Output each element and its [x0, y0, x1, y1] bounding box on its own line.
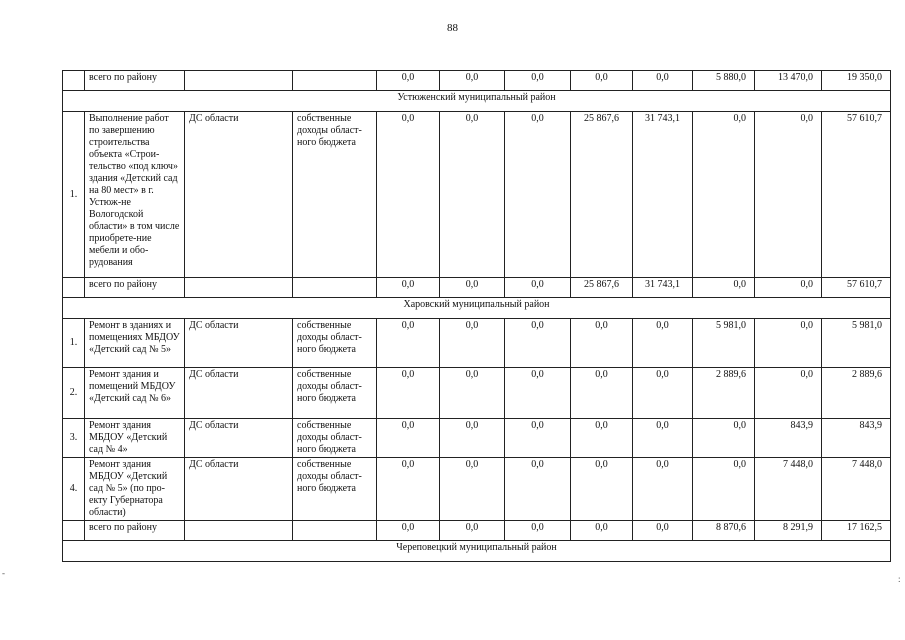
row-number — [63, 278, 85, 298]
value-cell: 0,0 — [633, 458, 693, 521]
budget-table — [62, 70, 891, 562]
value-cell: 19 350,0 — [822, 71, 891, 91]
table-row — [63, 419, 891, 458]
funding-source-cell — [293, 521, 377, 541]
value-cell: 0,0 — [440, 319, 505, 368]
total-label: всего по району — [85, 278, 185, 298]
value-cell: 0,0 — [693, 458, 755, 521]
value-cell: 0,0 — [440, 458, 505, 521]
value-cell: 0,0 — [571, 458, 633, 521]
section-row — [63, 91, 891, 112]
total-label: всего по району — [85, 71, 185, 91]
executor-cell — [185, 71, 293, 91]
row-number: 2. — [63, 368, 85, 419]
value-cell: 7 448,0 — [755, 458, 822, 521]
value-cell: 0,0 — [440, 278, 505, 298]
scan-mark-right: : — [898, 574, 901, 584]
page-number: 88 — [447, 22, 458, 34]
table-row — [63, 319, 891, 368]
value-cell: 0,0 — [440, 368, 505, 419]
section-title: Череповецкий муниципальный район — [63, 541, 891, 562]
executor-cell — [185, 521, 293, 541]
row-number — [63, 71, 85, 91]
total-label: всего по району — [85, 521, 185, 541]
value-cell: 0,0 — [377, 319, 440, 368]
value-cell: 0,0 — [755, 278, 822, 298]
value-cell: 31 743,1 — [633, 278, 693, 298]
event-name: Выполнение работ по завершению строительства объекта «Строи-тельство «под ключ» здания «Детский сад на 80 мест» в г. Устюж-не Вологодской области» в том числе приобрете-ние мебели и обо-рудования — [85, 112, 185, 278]
executor-cell — [185, 278, 293, 298]
total-row — [63, 278, 891, 298]
value-cell: 13 470,0 — [755, 71, 822, 91]
row-number: 3. — [63, 419, 85, 458]
executor-cell: ДС области — [185, 368, 293, 419]
value-cell: 843,9 — [755, 419, 822, 458]
value-cell: 17 162,5 — [822, 521, 891, 541]
total-row — [63, 71, 891, 91]
event-name: Ремонт здания и помещений МБДОУ «Детский сад № 6» — [85, 368, 185, 419]
value-cell: 8 291,9 — [755, 521, 822, 541]
value-cell: 0,0 — [505, 319, 571, 368]
value-cell: 5 880,0 — [693, 71, 755, 91]
total-row — [63, 521, 891, 541]
value-cell: 0,0 — [377, 368, 440, 419]
section-row — [63, 541, 891, 562]
row-number: 4. — [63, 458, 85, 521]
value-cell: 0,0 — [377, 112, 440, 278]
value-cell: 0,0 — [633, 368, 693, 419]
value-cell: 2 889,6 — [822, 368, 891, 419]
value-cell: 7 448,0 — [822, 458, 891, 521]
executor-cell: ДС области — [185, 319, 293, 368]
funding-source-cell: собственные доходы област-ного бюджета — [293, 419, 377, 458]
table-row — [63, 368, 891, 419]
value-cell: 0,0 — [505, 71, 571, 91]
event-name: Ремонт здания МБДОУ «Детский сад № 4» — [85, 419, 185, 458]
value-cell: 25 867,6 — [571, 278, 633, 298]
value-cell: 25 867,6 — [571, 112, 633, 278]
section-title: Харовский муниципальный район — [63, 298, 891, 319]
value-cell: 0,0 — [377, 521, 440, 541]
value-cell: 0,0 — [571, 319, 633, 368]
row-number — [63, 521, 85, 541]
value-cell: 0,0 — [571, 521, 633, 541]
value-cell: 8 870,6 — [693, 521, 755, 541]
value-cell: 5 981,0 — [822, 319, 891, 368]
value-cell: 0,0 — [505, 458, 571, 521]
value-cell: 0,0 — [633, 521, 693, 541]
executor-cell: ДС области — [185, 458, 293, 521]
scan-mark-left: - — [2, 568, 5, 578]
value-cell: 57 610,7 — [822, 112, 891, 278]
value-cell: 0,0 — [505, 368, 571, 419]
value-cell: 0,0 — [440, 521, 505, 541]
value-cell: 0,0 — [571, 71, 633, 91]
funding-source-cell — [293, 278, 377, 298]
funding-source-cell: собственные доходы област-ного бюджета — [293, 368, 377, 419]
funding-source-cell — [293, 71, 377, 91]
funding-source-cell: собственные доходы област-ного бюджета — [293, 458, 377, 521]
value-cell: 0,0 — [755, 368, 822, 419]
value-cell: 0,0 — [377, 458, 440, 521]
value-cell: 0,0 — [633, 71, 693, 91]
value-cell: 5 981,0 — [693, 319, 755, 368]
value-cell: 0,0 — [633, 419, 693, 458]
value-cell: 0,0 — [633, 319, 693, 368]
table-row — [63, 112, 891, 278]
value-cell: 0,0 — [693, 112, 755, 278]
section-row — [63, 298, 891, 319]
value-cell: 843,9 — [822, 419, 891, 458]
value-cell: 0,0 — [377, 278, 440, 298]
value-cell: 0,0 — [505, 278, 571, 298]
value-cell: 0,0 — [693, 278, 755, 298]
value-cell: 0,0 — [755, 112, 822, 278]
row-number: 1. — [63, 112, 85, 278]
value-cell: 0,0 — [505, 112, 571, 278]
row-number: 1. — [63, 319, 85, 368]
value-cell: 0,0 — [571, 419, 633, 458]
event-name: Ремонт в зданиях и помещениях МБДОУ «Детский сад № 5» — [85, 319, 185, 368]
value-cell: 57 610,7 — [822, 278, 891, 298]
section-title: Устюженский муниципальный район — [63, 91, 891, 112]
value-cell: 0,0 — [755, 319, 822, 368]
value-cell: 0,0 — [440, 112, 505, 278]
value-cell: 0,0 — [440, 71, 505, 91]
funding-source-cell: собственные доходы област-ного бюджета — [293, 319, 377, 368]
value-cell: 31 743,1 — [633, 112, 693, 278]
executor-cell: ДС области — [185, 419, 293, 458]
value-cell: 0,0 — [505, 419, 571, 458]
value-cell: 0,0 — [440, 419, 505, 458]
value-cell: 0,0 — [571, 368, 633, 419]
table-row — [63, 458, 891, 521]
value-cell: 2 889,6 — [693, 368, 755, 419]
value-cell: 0,0 — [377, 71, 440, 91]
value-cell: 0,0 — [505, 521, 571, 541]
event-name: Ремонт здания МБДОУ «Детский сад № 5» (по про-екту Губернатора области) — [85, 458, 185, 521]
value-cell: 0,0 — [693, 419, 755, 458]
value-cell: 0,0 — [377, 419, 440, 458]
executor-cell: ДС области — [185, 112, 293, 278]
funding-source-cell: собственные доходы област-ного бюджета — [293, 112, 377, 278]
